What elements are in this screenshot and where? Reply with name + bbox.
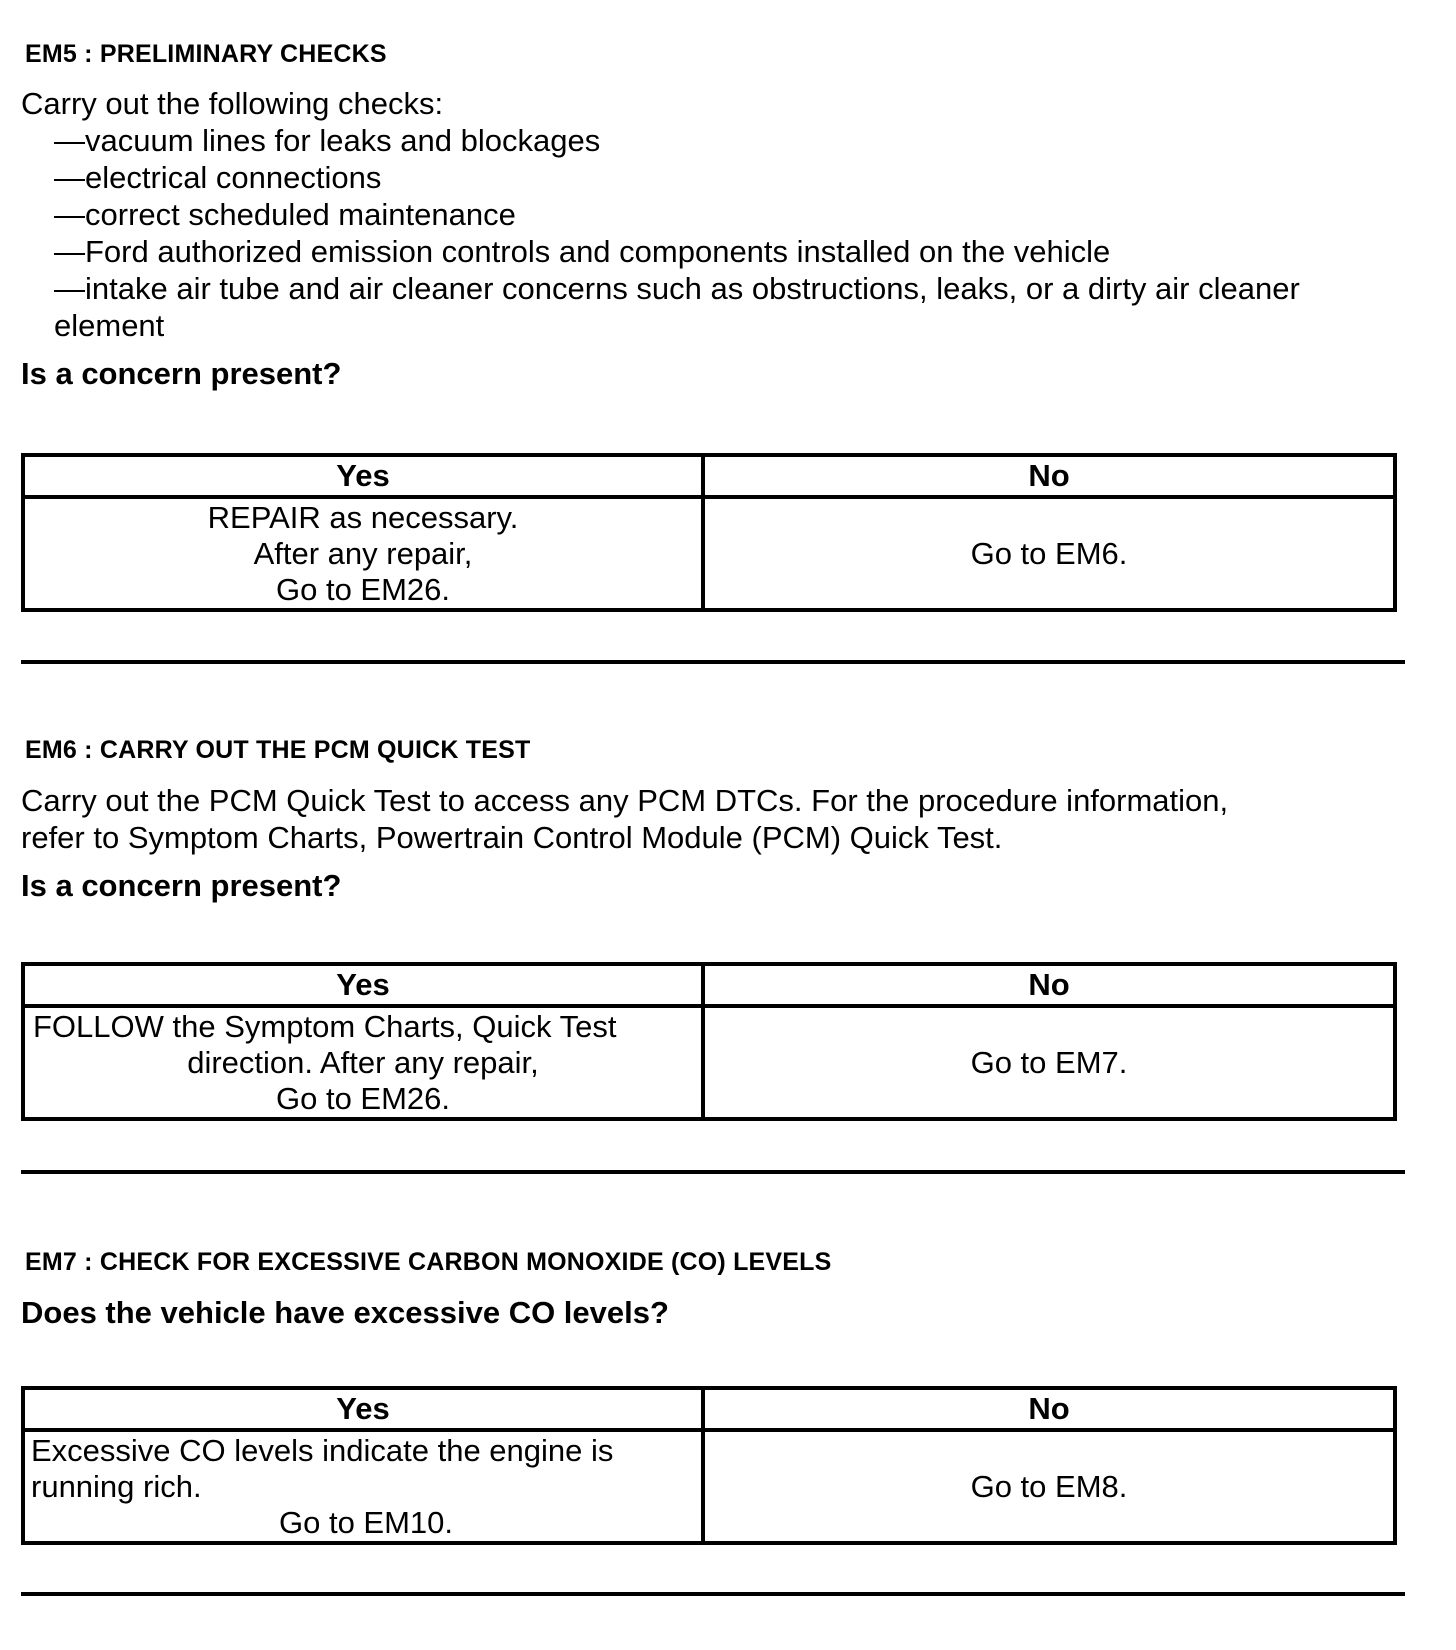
em6-body-line: refer to Symptom Charts, Powertrain Control Module (PCM) Quick Test. bbox=[21, 820, 1003, 855]
em5-check-item: —vacuum lines for leaks and blockages bbox=[54, 123, 601, 158]
em5-check-item: —correct scheduled maintenance bbox=[54, 197, 516, 232]
em7-yes-line: Excessive CO levels indicate the engine is bbox=[31, 1432, 614, 1468]
em7-yes-line: Go to EM10. bbox=[278, 1504, 454, 1540]
em5-yes-line: After any repair, bbox=[253, 535, 473, 571]
em6-no-cell: Go to EM7. bbox=[703, 1006, 1395, 1119]
em5-no-cell: Go to EM6. bbox=[703, 497, 1395, 610]
em5-question: Is a concern present? bbox=[21, 356, 342, 391]
section-divider bbox=[21, 1170, 1405, 1174]
em7-yes-header: Yes bbox=[23, 1388, 703, 1430]
em5-intro: Carry out the following checks: bbox=[21, 86, 444, 121]
em6-yes-cell bbox=[23, 1006, 703, 1119]
em7-question: Does the vehicle have excessive CO levels? bbox=[21, 1295, 669, 1330]
em5-yes-cell bbox=[23, 497, 703, 610]
em6-yes-line: direction. After any repair, bbox=[187, 1044, 539, 1080]
em5-yes-header: Yes bbox=[23, 455, 703, 497]
em5-check-item: —Ford authorized emission controls and components installed on the vehicle bbox=[54, 234, 1111, 269]
em5-check-item: —electrical connections bbox=[54, 160, 382, 195]
em6-decision-table bbox=[21, 962, 1397, 1121]
em5-check-item: —intake air tube and air cleaner concerns such as obstructions, leaks, or a dirty air cleaner bbox=[54, 271, 1300, 306]
em7-yes-cell bbox=[23, 1430, 703, 1543]
em6-no-header: No bbox=[703, 964, 1395, 1006]
section-divider bbox=[21, 1592, 1405, 1596]
em5-yes-line: REPAIR as necessary. bbox=[207, 499, 519, 535]
em5-check-item-continuation: element bbox=[54, 308, 165, 343]
em6-title: EM6 : CARRY OUT THE PCM QUICK TEST bbox=[25, 736, 531, 764]
em7-yes-line: running rich. bbox=[31, 1468, 202, 1504]
em7-title: EM7 : CHECK FOR EXCESSIVE CARBON MONOXIDE (CO) LEVELS bbox=[25, 1248, 832, 1276]
section-divider bbox=[21, 660, 1405, 664]
em5-title: EM5 : PRELIMINARY CHECKS bbox=[25, 40, 387, 68]
em7-decision-table bbox=[21, 1386, 1397, 1545]
em5-no-header: No bbox=[703, 455, 1395, 497]
em7-no-header: No bbox=[703, 1388, 1395, 1430]
em7-no-cell: Go to EM8. bbox=[703, 1430, 1395, 1543]
em6-question: Is a concern present? bbox=[21, 868, 342, 903]
em6-yes-header: Yes bbox=[23, 964, 703, 1006]
em6-yes-line: Go to EM26. bbox=[275, 1080, 451, 1116]
em5-decision-table bbox=[21, 453, 1397, 612]
em5-yes-line: Go to EM26. bbox=[275, 571, 451, 607]
em6-yes-line: FOLLOW the Symptom Charts, Quick Test bbox=[33, 1008, 617, 1044]
em6-body-line: Carry out the PCM Quick Test to access any PCM DTCs. For the procedure information, bbox=[21, 783, 1229, 818]
